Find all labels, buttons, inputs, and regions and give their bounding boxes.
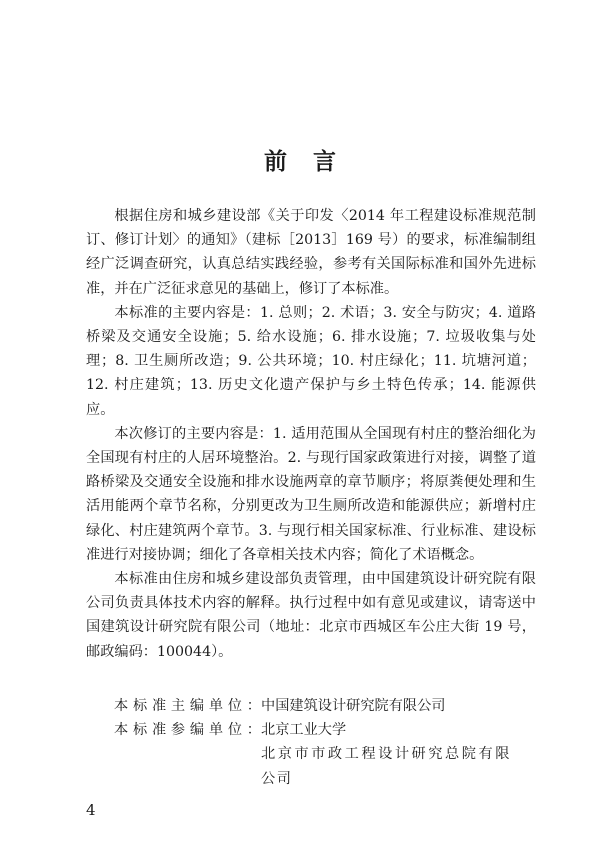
- page-title: 前言: [264, 148, 362, 175]
- paragraph-intro: 根据住房和城乡建设部《关于印发〈2014 年工程建设标准规范制订、修订计划〉的通知》（建标［2013］169 号）的要求，标准编制组经广泛调查研究，认真总结实践经验，参考有关国际标准和国外先进标准，并在广泛征求意见的基础上，修订了本标准。: [86, 208, 536, 297]
- chief-editor-row: [86, 694, 536, 718]
- participating-editor-row: [86, 718, 536, 742]
- body-text: [86, 204, 536, 664]
- participating-editor-label: 本标准参编单位：: [114, 722, 261, 739]
- page-number: 4: [86, 801, 96, 819]
- paragraph-management: 本标准由住房和城乡建设部负责管理，由中国建筑设计研究院有限公司负责具体技术内容的解释。执行过程中如有意见或建议，请寄送中国建筑设计研究院有限公司（地址：北京市西城区车公庄大街 19 号，邮政编码：100044）。: [86, 571, 536, 660]
- chief-editor-label: 本标准主编单位：: [114, 698, 261, 714]
- editor-units: [86, 694, 536, 791]
- chief-editor-value: 中国建筑设计研究院有限公司: [261, 698, 446, 714]
- participating-editor-value-2: 北京市市政工程设计研究总院有限公司: [261, 746, 511, 787]
- paragraph-revision-contents: 本次修订的主要内容是：1. 适用范围从全国现有村庄的整治细化为全国现有村庄的人居环境整治。2. 与现行国家政策进行对接，调整了道路桥梁及交通安全设施和排水设施两章的章节顺序；将原粪便处理和生活用能两个章节名称，分别更改为卫生厕所改造和能源供应；新增村庄绿化、村庄建筑两个章节。3. 与现行相关国家标准、行业标准、建设标准进行对接协调；细化了各章相关技术内容；简化了术语概念。: [86, 425, 536, 563]
- paragraph-main-contents: 本标准的主要内容是：1. 总则；2. 术语；3. 安全与防灾；4. 道路桥梁及交通安全设施；5. 给水设施；6. 排水设施；7. 垃圾收集与处理；8. 卫生厕所改造；9. 公共环境；10. 村庄绿化；11. 坑塘河道；12. 村庄建筑；13. 历史文化遗产保护与乡土特色传承；14. 能源供应。: [86, 304, 536, 418]
- participating-editor-value-1: 北京工业大学: [261, 722, 347, 739]
